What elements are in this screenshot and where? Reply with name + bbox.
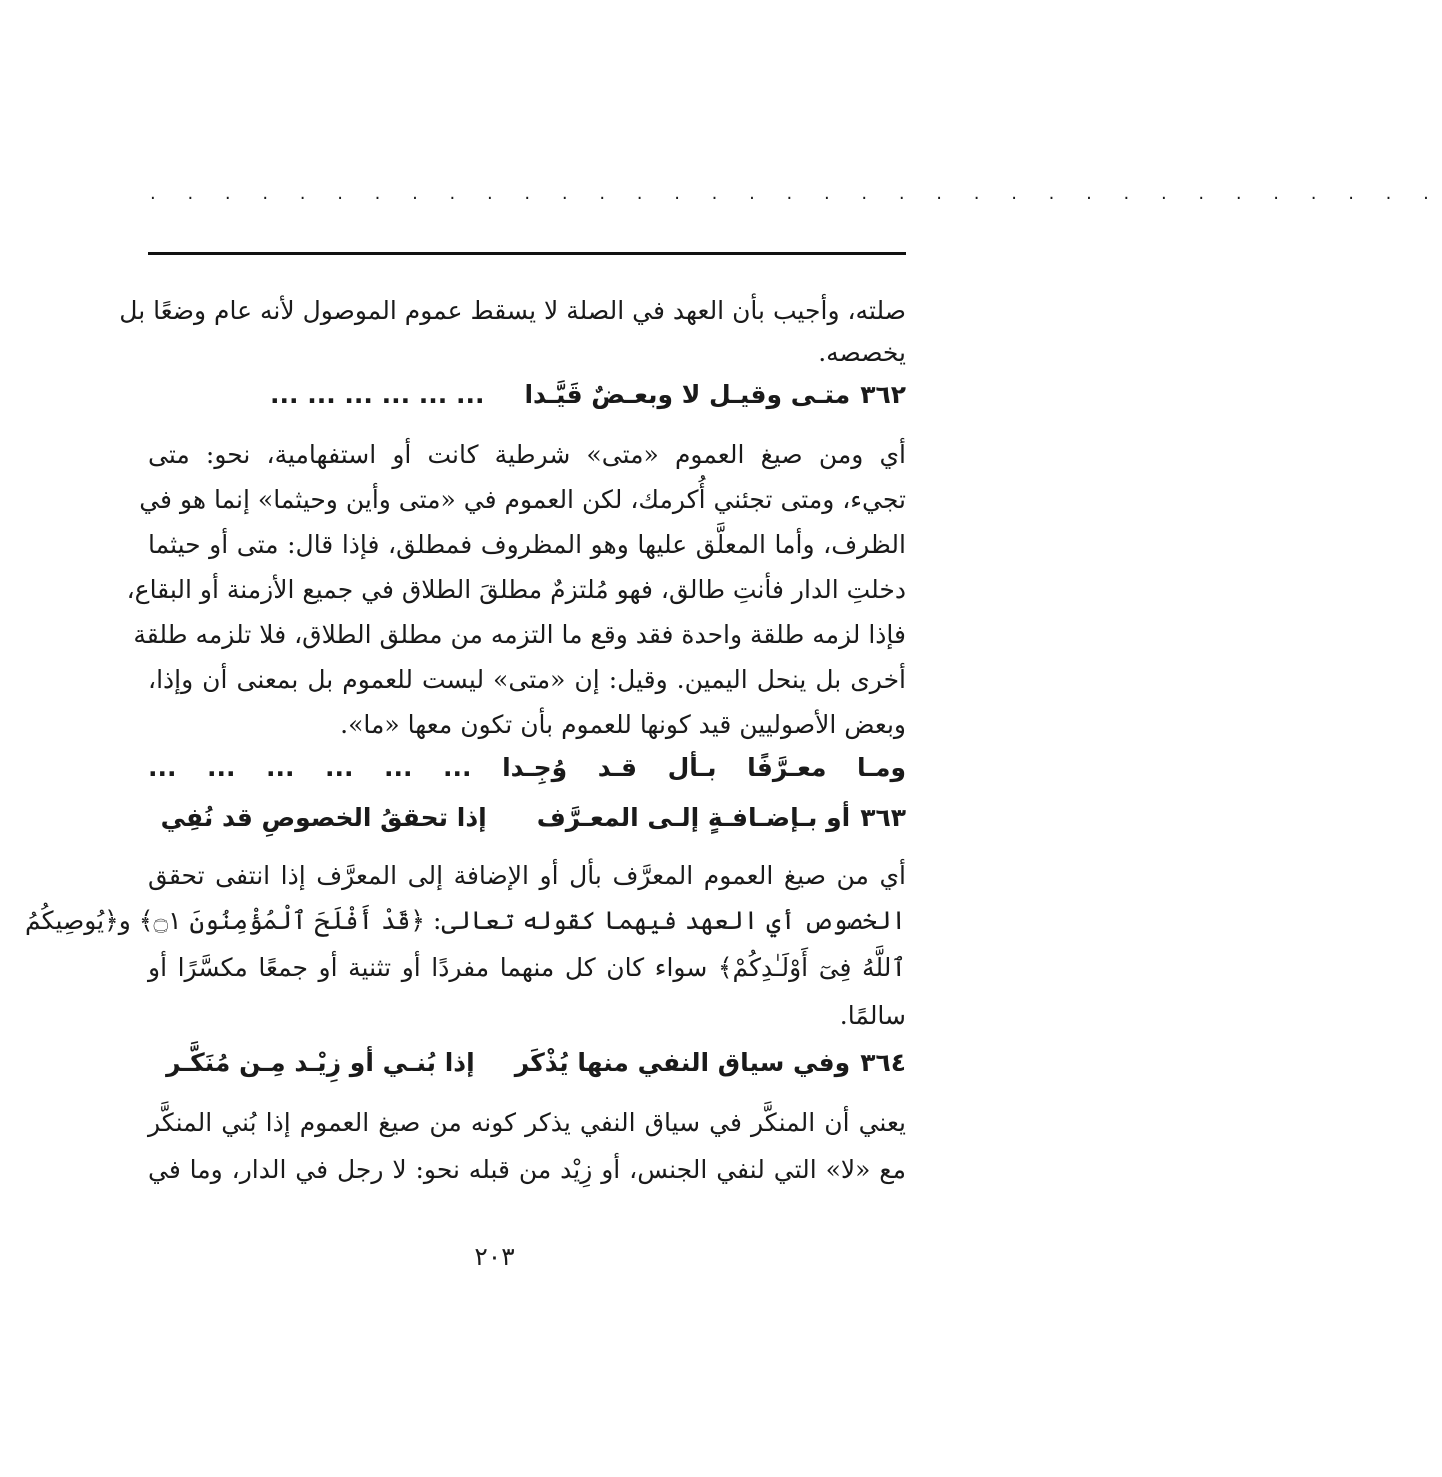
verse-number: ٣٦٣ — [860, 803, 906, 832]
verse-line — [148, 745, 906, 791]
verse-hemistich-right: أو بـإضـافـةٍ إلـى المعـرَّف — [536, 803, 851, 832]
text-line: مع «لا» التي لنفي الجنس، أو زِيْد من قبله نحو: لا رجل في الدار، وما في — [148, 1155, 906, 1184]
verse-line — [148, 1040, 906, 1086]
verse-hemistich-left: ومـا معـرَّفًا بـأل قـد وُجِـدا — [502, 753, 906, 782]
text-line: تجيء، ومتى تجئني أُكرمك، لكن العموم في «متى وأين وحيثما» إنما هو في — [139, 485, 906, 514]
verse-line — [148, 795, 906, 841]
text-line: يعني أن المنكَّر في سياق النفي يذكر كونه من صيغ العموم إذا بُني المنكَّر — [148, 1108, 906, 1137]
text-line: فإذا لزمه طلقة واحدة فقد وقع ما التزمه من مطلق الطلاق، فلا تلزمه طلقة — [133, 620, 906, 649]
verse-hemistich-left: ... ... ... ... ... ... — [270, 380, 485, 409]
verse-number: ٣٦٤ — [860, 1048, 906, 1077]
text-line: الظرف، وأما المعلَّق عليها وهو المظروف فمطلق، فإذا قال: متى أو حيثما — [148, 530, 906, 559]
dotted-separator: · · · · · · · · · · · · · · · · · · · · · · · · · · · · · · · · · · · — [150, 188, 1442, 209]
text-line: يخصصه. — [818, 338, 906, 367]
verse-hemistich-right: ... ... ... ... ... ... — [148, 753, 472, 782]
verse-hemistich-left: إذا تحققُ الخصوصِ قد نُفِي — [160, 803, 487, 832]
verse-hemistich-left: إذا بُنـي أو زِيْـد مِـن مُنَكَّـر — [166, 1048, 475, 1077]
verse-line — [148, 372, 906, 418]
text-line: سالمًا. — [839, 1001, 906, 1030]
text-line: ٱللَّهُ فِىٓ أَوْلَـٰدِكُمْ﴾ سواء كان كل منهما مفردًا أو تثنية أو جمعًا مكسَّرًا أو — [148, 953, 906, 982]
verse-number: ٣٦٢ — [860, 380, 906, 409]
text-line: الخصوص أي العهد فيهما كقوله تعالى: ﴿قَدْ أَفْلَحَ ٱلْمُؤْمِنُونَ ۝١﴾ و﴿يُوصِيكُمُ — [25, 906, 906, 935]
page-number: ٢٠٣ — [474, 1242, 515, 1271]
text-line: وبعض الأصوليين قيد كونها للعموم بأن تكون معها «ما». — [340, 710, 906, 739]
text-line: دخلتِ الدار فأنتِ طالق، فهو مُلتزمٌ مطلقَ الطلاق في جميع الأزمنة أو البقاع، — [126, 575, 906, 604]
verse-hemistich-right: وفي سياق النفي منها يُذْكَر — [514, 1048, 851, 1077]
text-line: صلته، وأجيب بأن العهد في الصلة لا يسقط عموم الموصول لأنه عام وضعًا بل — [119, 296, 906, 325]
horizontal-rule — [148, 252, 906, 255]
verse-hemistich-right: متـى وقيـل لا وبعـضٌ قَيَّـدا — [524, 380, 851, 409]
text-line: أخرى بل ينحل اليمين. وقيل: إن «متى» ليست للعموم بل بمعنى أن وإذا، — [148, 665, 906, 694]
text-line: أي ومن صيغ العموم «متى» شرطية كانت أو استفهامية، نحو: متى — [148, 440, 906, 469]
text-line: أي من صيغ العموم المعرَّف بأل أو الإضافة إلى المعرَّف إذا انتفى تحقق — [148, 861, 906, 890]
